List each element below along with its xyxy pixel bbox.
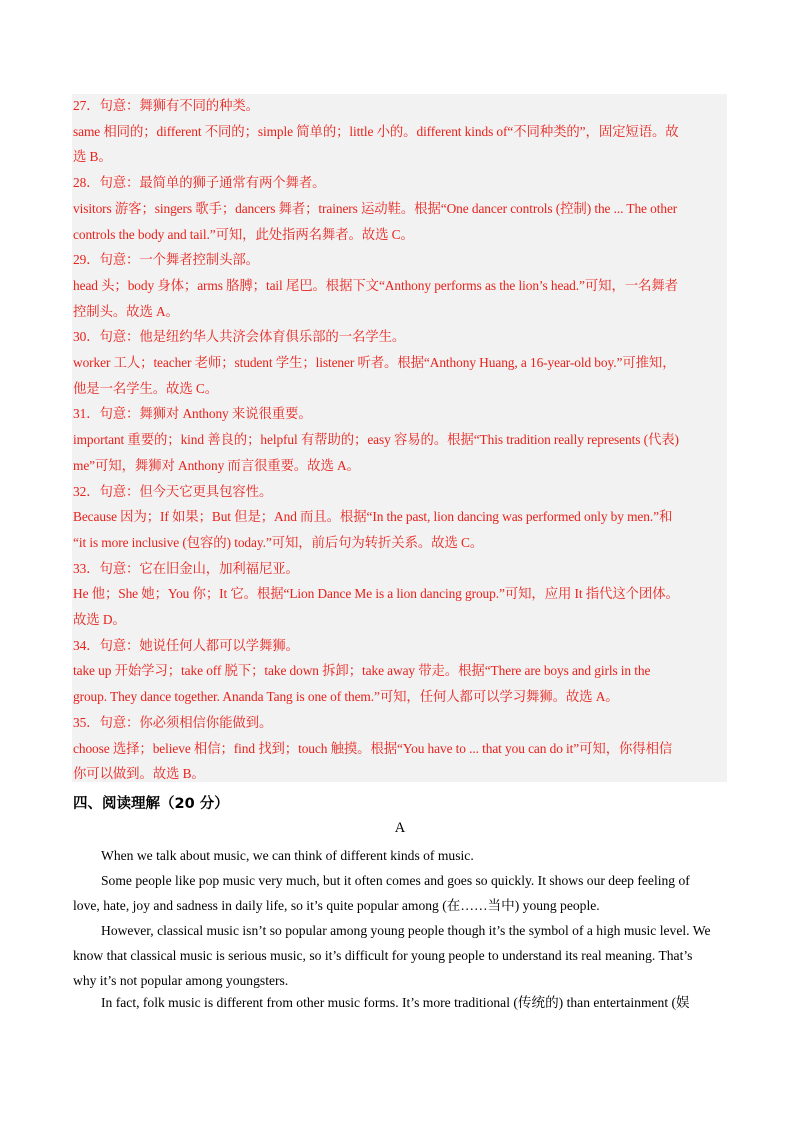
answer-line: 故选 D。 (73, 612, 126, 627)
answer-line: 你可以做到。故选 B。 (73, 766, 205, 782)
answer-line: 29．句意：一个舞者控制头部。 (73, 252, 259, 268)
answer-line: 31．句意：舞狮对 Anthony 来说很重要。 (73, 406, 312, 422)
answer-line: 34．句意：她说任何人都可以学舞狮。 (73, 637, 299, 653)
passage-line: When we talk about music, we can think of different kinds of music. (101, 848, 474, 863)
answer-line: choose 选择；believe 相信；find 找到；touch 触摸。根据“You have to ... that you can do it”可知，你得相信 (73, 740, 673, 756)
answer-line: He 他；She 她；You 你；It 它。根据“Lion Dance Me is a lion dancing group.”可知，应用 It 指代这个团体。 (73, 586, 679, 602)
answer-line: me”可知，舞狮对 Anthony 而言很重要。故选 A。 (73, 457, 360, 473)
answer-line: 控制头。故选 A。 (73, 303, 179, 319)
answer-line: same 相同的；different 不同的；simple 简单的；little 小的。different kinds of“不同种类的”，固定短语。故 (73, 123, 679, 139)
passage-letter: A (394, 820, 406, 836)
answer-line: head 头；body 身体；arms 胳膊；tail 尾巴。根据下文“Anthony performs as the lion’s head.”可知，一名舞者 (73, 277, 678, 293)
answer-line: 33．句意：它在旧金山，加利福尼亚。 (73, 560, 299, 576)
answer-line: group. They dance together. Ananda Tang is one of them.”可知，任何人都可以学习舞狮。故选 A。 (73, 689, 619, 705)
section-heading: 四、阅读理解（20 分） (73, 796, 229, 812)
answer-line: 选 B。 (73, 149, 112, 165)
answer-line: worker 工人；teacher 老师；student 学生；listener 听者。根据“Anthony Huang, a 16-year-old boy.”可推知， (73, 355, 676, 370)
answer-line: 27．句意：舞狮有不同的种类。 (73, 98, 259, 113)
passage-line: why it’s not popular among youngsters. (73, 973, 289, 988)
passage-line: In fact, folk music is different from other music forms. It’s more traditional (传统的) than entertainment (娱 (101, 995, 690, 1010)
answer-line: 35．句意：你必须相信你能做到。 (73, 714, 273, 730)
answer-line: 他是一名学生。故选 C。 (73, 380, 218, 396)
answer-line: Because 因为；If 如果；But 但是；And 而且。根据“In the past, lion dancing was performed only by men.”和 (73, 509, 673, 525)
passage-line: know that classical music is serious music, so it’s difficult for young people to understand its real meaning. That’s (73, 948, 693, 963)
answer-line: visitors 游客；singers 歌手；dancers 舞者；trainers 运动鞋。根据“One dancer controls (控制) the ... The other (73, 200, 678, 216)
answer-line: controls the body and tail.”可知，此处指两名舞者。故选 C。 (73, 226, 414, 242)
answer-line: 32．句意：但今天它更具包容性。 (73, 483, 273, 499)
passage-line: love, hate, joy and sadness in daily life, so it’s quite popular among (在……当中) young people. (73, 898, 600, 913)
answer-line: 30．句意：他是纽约华人共济会体育俱乐部的一名学生。 (73, 329, 406, 345)
passage-line: Some people like pop music very much, but it often comes and goes so quickly. It shows our deep feeling of (101, 873, 690, 888)
answer-line: 28．句意：最简单的狮子通常有两个舞者。 (73, 175, 326, 191)
passage-line: However, classical music isn’t so popular among young people though it’s the symbol of a high music level. We (101, 923, 711, 938)
answer-line: take up 开始学习；take off 脱下；take down 拆卸；take away 带走。根据“There are boys and girls in the (73, 663, 651, 679)
answer-line: important 重要的；kind 善良的；helpful 有帮助的；easy 容易的。根据“This tradition really represents (代表) (73, 432, 679, 448)
answer-line: “it is more inclusive (包容的) today.”可知，前后句为转折关系。故选 C。 (73, 534, 484, 550)
